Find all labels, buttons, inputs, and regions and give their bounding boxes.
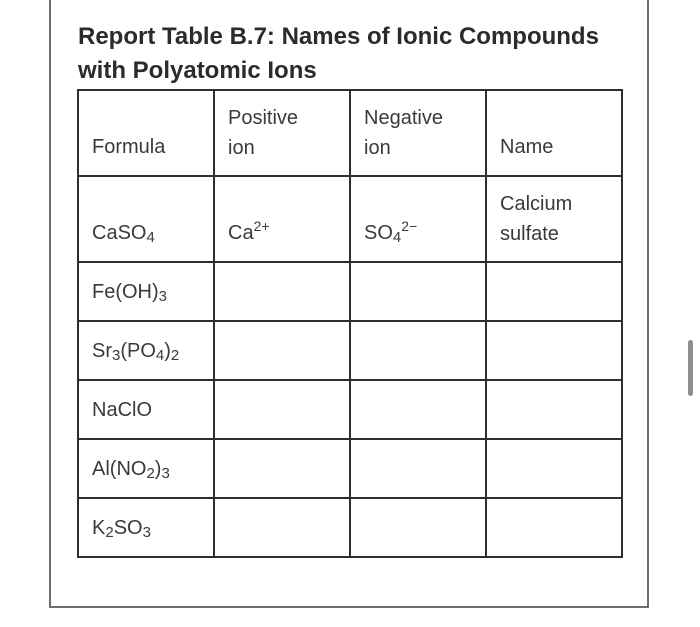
cell-name-empty[interactable]: [486, 380, 622, 439]
table-row: [78, 262, 622, 321]
ionic-compounds-table: [77, 89, 623, 558]
header-negative-ion: Negative ion: [350, 90, 486, 176]
cell-positive-ion-empty[interactable]: [214, 439, 350, 498]
cell-positive-ion-empty[interactable]: [214, 321, 350, 380]
vertical-scrollbar[interactable]: [688, 340, 693, 396]
cell-positive-ion-empty[interactable]: [214, 380, 350, 439]
cell-formula: $K_2SO_3$: [78, 498, 214, 557]
header-positive-ion: Positive ion: [214, 90, 350, 176]
table-row: [78, 498, 622, 557]
cell-negative-ion-empty[interactable]: [350, 439, 486, 498]
table-header-row: [78, 90, 622, 176]
cell-negative-ion-empty[interactable]: [350, 262, 486, 321]
cell-name: Calcium sulfate: [486, 176, 622, 262]
table-row: [78, 321, 622, 380]
cell-negative-ion: $SO_4^{2-}$: [350, 176, 486, 262]
cell-negative-ion-empty[interactable]: [350, 380, 486, 439]
header-name: Name: [486, 90, 622, 176]
table-row: [78, 380, 622, 439]
cell-positive-ion: $Ca^{2+}$: [214, 176, 350, 262]
cell-formula: NaClO: [78, 380, 214, 439]
cell-name-empty[interactable]: [486, 498, 622, 557]
cell-positive-ion-empty[interactable]: [214, 498, 350, 557]
header-formula: Formula: [78, 90, 214, 176]
cell-name-empty[interactable]: [486, 262, 622, 321]
cell-positive-ion-empty[interactable]: [214, 262, 350, 321]
cell-formula: CaSO$_4$: [78, 176, 214, 262]
cell-negative-ion-empty[interactable]: [350, 498, 486, 557]
table-row-example: [78, 176, 622, 262]
cell-formula: $Sr_3(PO_4)_2$: [78, 321, 214, 380]
cell-negative-ion-empty[interactable]: [350, 321, 486, 380]
table-row: [78, 439, 622, 498]
cell-name-empty[interactable]: [486, 321, 622, 380]
cell-formula: $Al(NO_2)_3$: [78, 439, 214, 498]
report-table-title: Report Table B.7: Names of Ionic Compounds with Polyatomic Ions: [78, 23, 599, 84]
cell-formula: $Fe(OH)_3$: [78, 262, 214, 321]
cell-name-empty[interactable]: [486, 439, 622, 498]
